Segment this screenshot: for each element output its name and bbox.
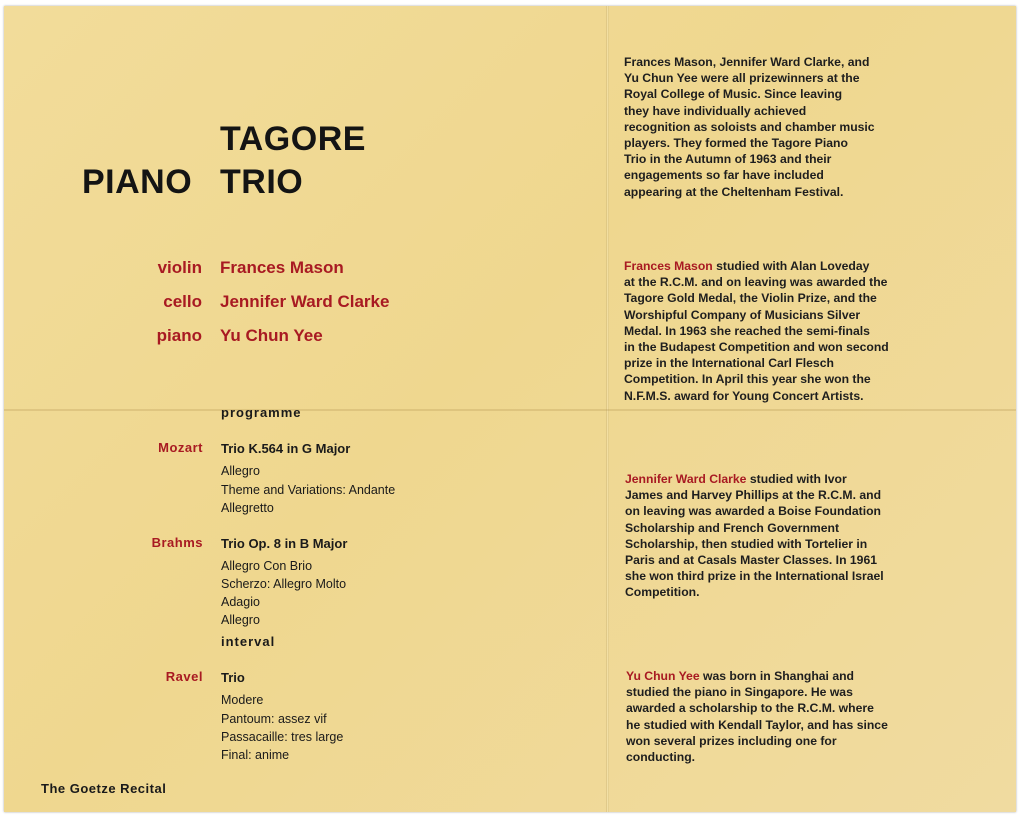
player-cello: Jennifer Ward Clarke	[220, 292, 390, 311]
brahms-movement: Allegro Con Brio	[221, 559, 313, 573]
bio-mason-name: Frances Mason	[624, 259, 713, 273]
bio-intro-line: they have individually achieved	[624, 103, 807, 118]
bio-yee-name: Yu Chun Yee	[626, 669, 700, 683]
interval-label: interval	[221, 634, 276, 649]
bio-intro-line: Royal College of Music. Since leaving	[624, 87, 843, 102]
composer-mozart: Mozart	[158, 440, 203, 455]
work-brahms: Trio Op. 8 in B Major	[221, 536, 348, 551]
venue-label: The Goetze Recital	[41, 781, 167, 796]
title-line-2a: PIANO	[82, 163, 193, 201]
bio-yee-line: won several prizes including one for	[626, 733, 837, 748]
bio-clarke	[625, 471, 937, 601]
title-line-1: TAGORE	[220, 120, 366, 158]
bio-intro-line: appearing at the Cheltenham Festival.	[624, 184, 844, 199]
work-ravel: Trio	[221, 670, 245, 685]
bio-mason-first: studied with Alan Loveday	[712, 259, 870, 273]
bio-intro-line: Yu Chun Yee were all prizewinners at the	[624, 71, 860, 86]
bio-mason-line: prize in the International Carl Flesch	[624, 356, 834, 371]
bio-clarke-line: Competition.	[625, 585, 700, 600]
role-cello: cello	[163, 292, 202, 311]
brahms-movement: Scherzo: Allegro Molto	[221, 577, 347, 591]
bio-intro-line: Trio in the Autumn of 1963 and their	[624, 152, 832, 167]
work-mozart: Trio K.564 in G Major	[221, 441, 351, 456]
bio-mason-line: Medal. In 1963 she reached the semi-finals	[624, 323, 870, 338]
bio-intro-line: recognition as soloists and chamber music	[624, 119, 875, 134]
bio-intro-line: players. They formed the Tagore Piano	[624, 136, 848, 151]
bio-yee-first: was born in Shanghai and	[699, 669, 855, 683]
brahms-movement: Adagio	[221, 595, 260, 609]
bio-mason-line: N.F.M.S. award for Young Concert Artists.	[624, 388, 864, 403]
bio-clarke-line: Paris and at Casals Master Classes. In 1961	[625, 553, 878, 568]
role-violin: violin	[157, 258, 202, 277]
mozart-movement: Allegretto	[221, 501, 274, 515]
programme-heading: programme	[221, 405, 302, 420]
bio-intro	[624, 54, 936, 200]
brahms-movement: Allegro	[221, 613, 260, 627]
bio-mason-line: in the Budapest Competition and won second	[624, 340, 889, 355]
player-violin: Frances Mason	[220, 258, 344, 277]
bio-yee-line: conducting.	[626, 750, 696, 765]
bio-mason-line: at the R.C.M. and on leaving was awarded the	[624, 275, 888, 290]
bio-clarke-line: Scholarship, then studied with Tortelier in	[625, 536, 868, 551]
mozart-movement: Theme and Variations: Andante	[221, 483, 396, 497]
player-piano: Yu Chun Yee	[220, 326, 323, 345]
bio-clarke-line: she won third prize in the International Israel	[625, 569, 884, 584]
bio-clarke-line: on leaving was awarded a Boise Foundation	[625, 504, 881, 519]
role-piano: piano	[156, 326, 202, 345]
bio-clarke-name: Jennifer Ward Clarke	[625, 472, 747, 486]
ravel-movement: Pantoum: assez vif	[221, 712, 327, 726]
bio-yee-line: studied the piano in Singapore. He was	[626, 685, 853, 700]
bio-clarke-line: Scholarship and French Government	[625, 520, 840, 535]
ravel-movement: Passacaille: tres large	[221, 730, 344, 744]
composer-brahms: Brahms	[151, 535, 203, 550]
mozart-movement: Allegro	[221, 464, 260, 478]
bio-mason-line: Competition. In April this year she won the	[624, 372, 871, 387]
bio-intro-line: Frances Mason, Jennifer Ward Clarke, and	[624, 55, 870, 69]
title-line-2b: TRIO	[220, 163, 304, 201]
bio-mason-line: Worshipful Company of Musicians Silver	[624, 307, 861, 322]
bio-yee-line: awarded a scholarship to the R.C.M. where	[626, 701, 874, 716]
bio-mason	[624, 258, 936, 404]
bio-clarke-line: James and Harvey Phillips at the R.C.M. and	[625, 488, 882, 503]
composer-ravel: Ravel	[165, 669, 203, 684]
bio-clarke-first: studied with Ivor	[746, 472, 847, 486]
horizontal-crease	[4, 409, 1016, 411]
ravel-movement: Modere	[221, 693, 264, 707]
bio-yee-line: he studied with Kendall Taylor, and has since	[626, 717, 888, 732]
ravel-movement: Final: anime	[221, 748, 290, 762]
bio-intro-line: engagements so far have included	[624, 168, 824, 183]
bio-yee	[626, 668, 938, 765]
bio-mason-line: Tagore Gold Medal, the Violin Prize, and the	[624, 291, 877, 306]
